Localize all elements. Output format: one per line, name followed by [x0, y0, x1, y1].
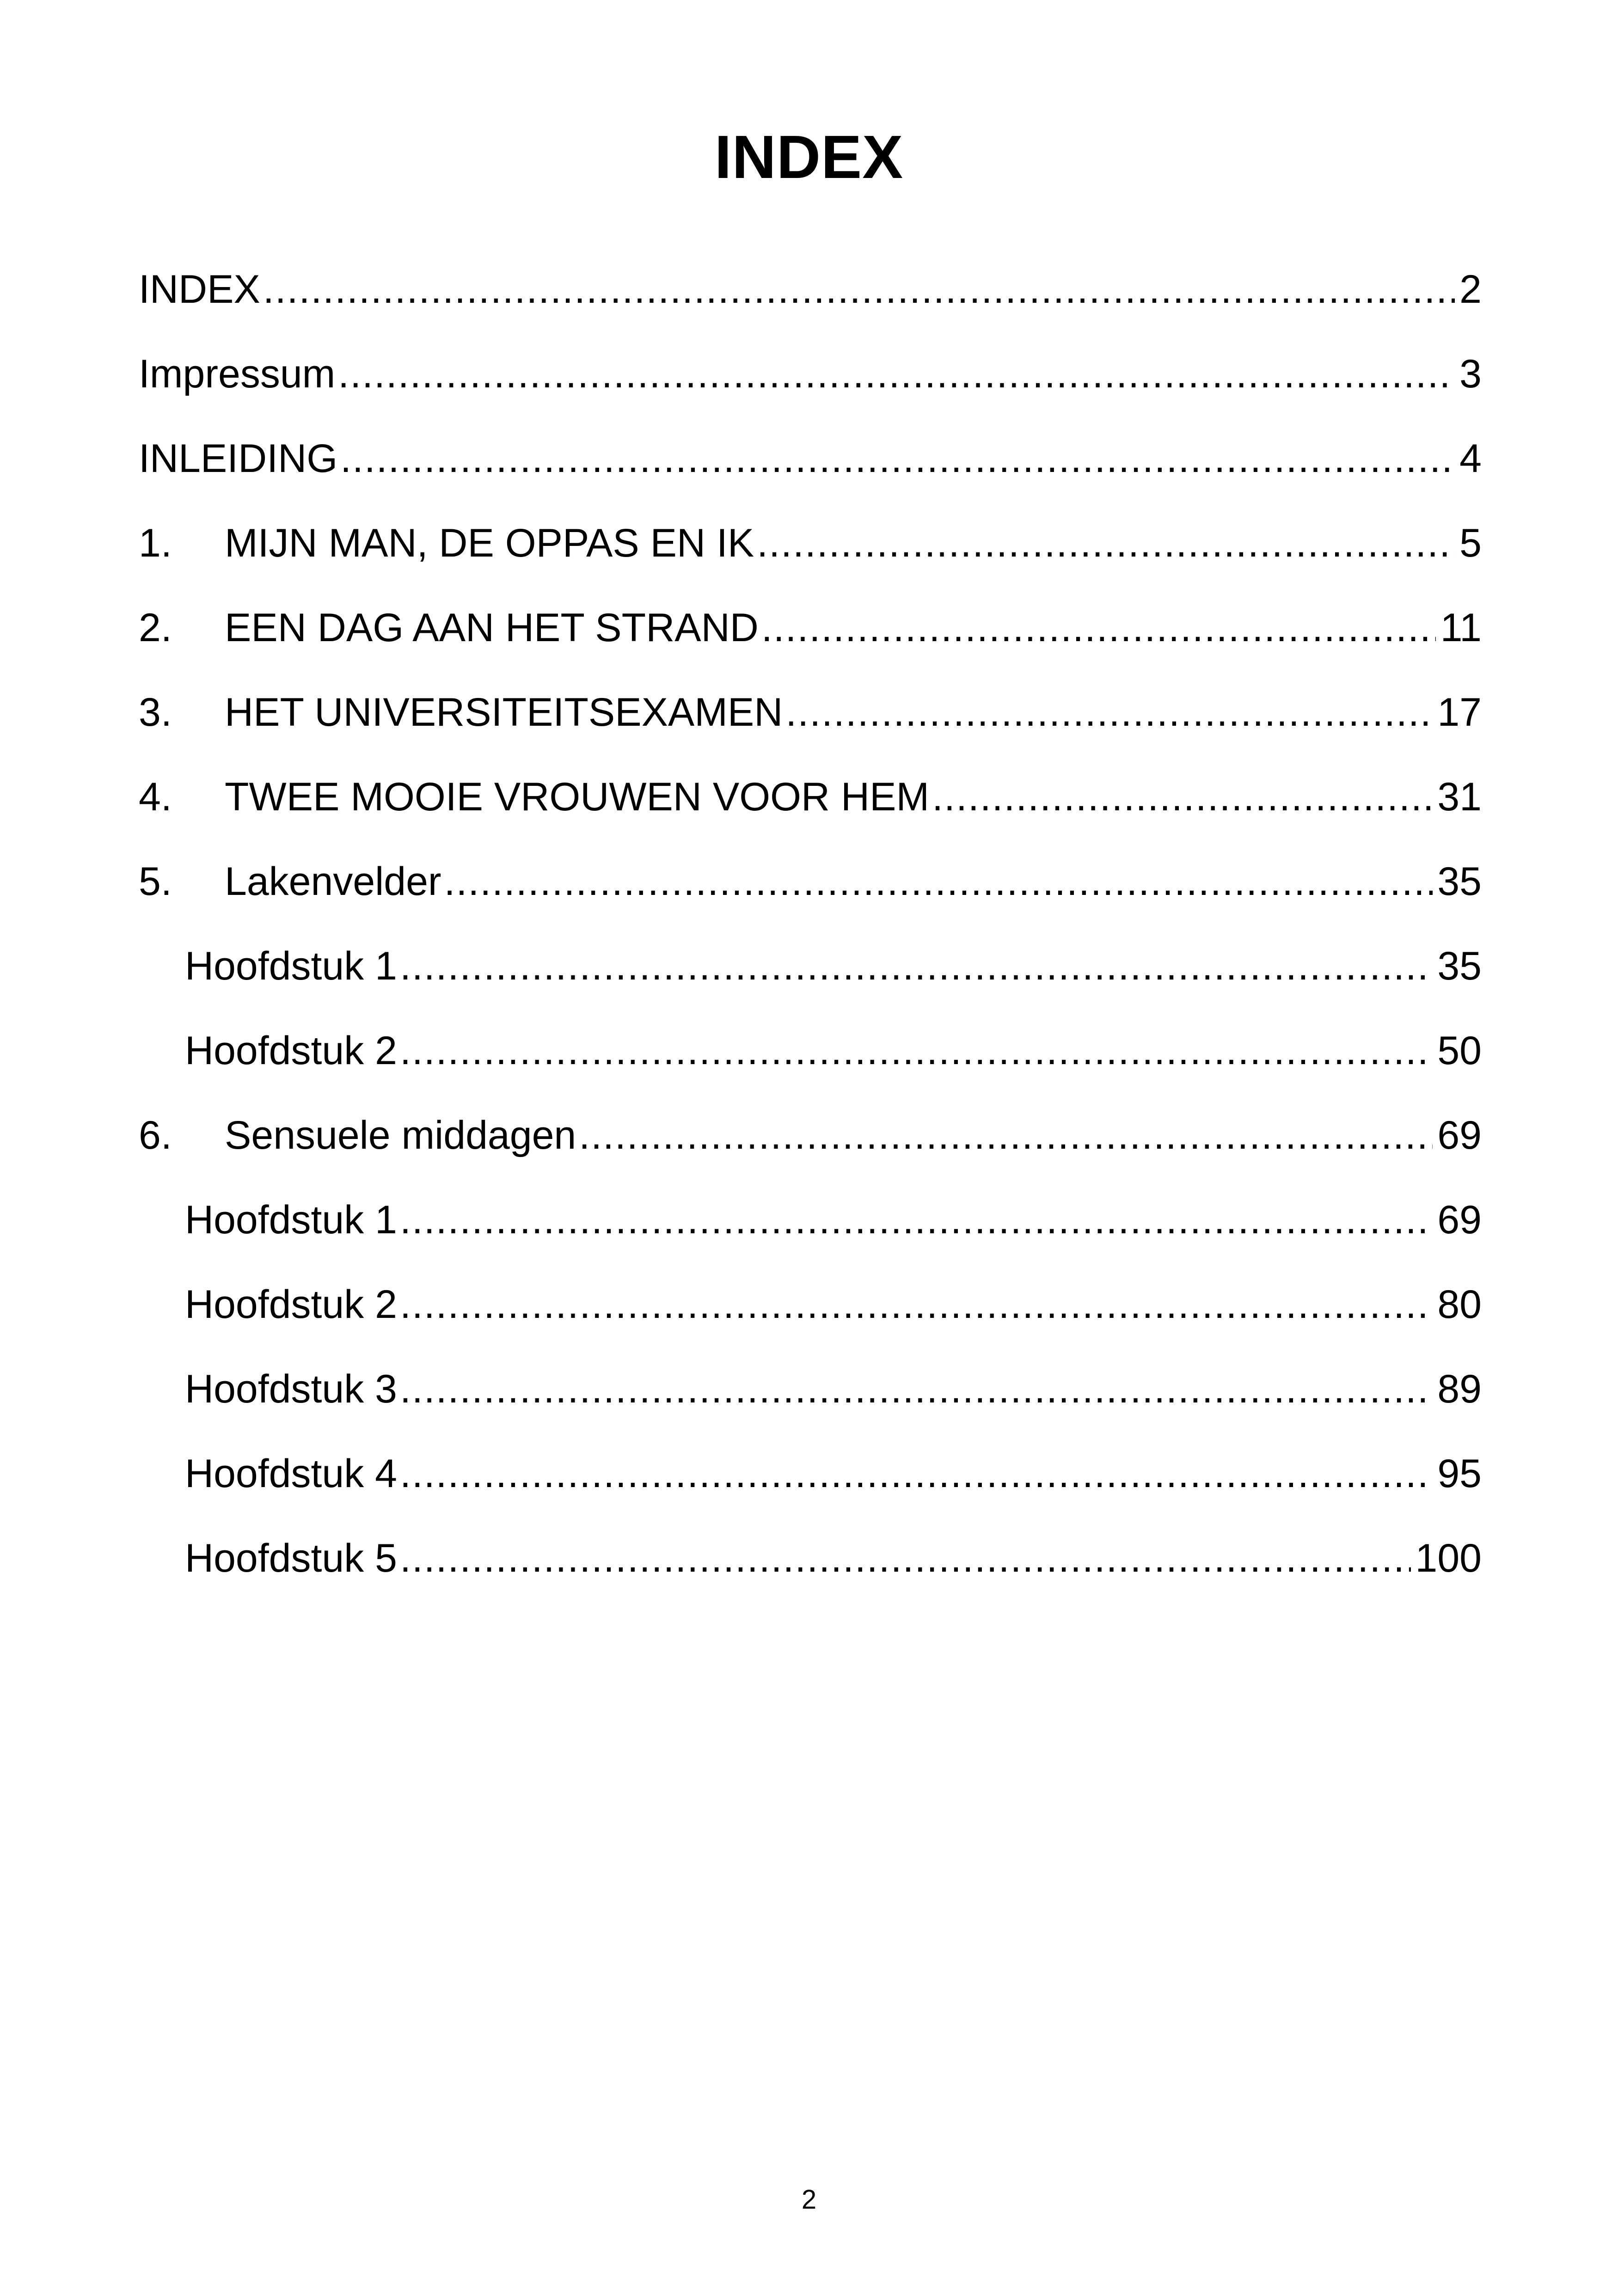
toc-dot-leader — [579, 1113, 1433, 1158]
toc-entry-label: Hoofdstuk 2 — [185, 1028, 400, 1074]
toc-dot-leader — [338, 351, 1455, 397]
toc-entry-number: 5. — [139, 859, 172, 904]
toc-entry-inleiding[interactable] — [139, 416, 1482, 501]
toc-dot-leader — [444, 859, 1433, 905]
toc-subentry[interactable] — [139, 924, 1482, 1009]
toc-entry-number: 2. — [139, 606, 172, 650]
toc-dot-leader — [757, 520, 1455, 566]
toc-dot-leader — [340, 436, 1455, 482]
toc-entry-number: 1. — [139, 521, 172, 565]
toc-subentry[interactable] — [139, 1347, 1482, 1432]
toc-dot-leader — [761, 605, 1436, 651]
toc-entry-page: 4 — [1455, 436, 1482, 482]
toc-entry-label: Hoofdstuk 1 — [185, 943, 400, 989]
toc-entry-label: Impressum — [139, 351, 338, 397]
toc-subentry[interactable] — [139, 1432, 1482, 1516]
toc-subentry[interactable] — [139, 1009, 1482, 1093]
toc-dot-leader — [400, 1282, 1433, 1328]
toc-dot-leader — [400, 1028, 1433, 1074]
toc-entry-label: Hoofdstuk 1 — [185, 1197, 400, 1243]
toc-entry-label: EEN DAG AAN HET STRAND — [225, 605, 761, 651]
toc-entry-chapter-4[interactable] — [139, 755, 1482, 839]
toc-dot-leader — [400, 943, 1433, 989]
toc-entry-page: 2 — [1455, 267, 1482, 312]
toc-entry-index[interactable] — [139, 247, 1482, 332]
toc-entry-impressum[interactable] — [139, 332, 1482, 416]
toc-entry-page: 31 — [1433, 774, 1482, 820]
toc-entry-number: 4. — [139, 775, 172, 819]
toc-entry-label: MIJN MAN, DE OPPAS EN IK — [225, 520, 757, 566]
toc-entry-label: TWEE MOOIE VROUWEN VOOR HEM — [225, 774, 932, 820]
toc-entry-page: 95 — [1433, 1451, 1482, 1497]
toc-dot-leader — [400, 1451, 1433, 1497]
page-title: INDEX — [714, 123, 904, 191]
toc-dot-leader — [400, 1536, 1411, 1581]
toc-entry-label: Hoofdstuk 4 — [185, 1451, 400, 1497]
table-of-contents — [139, 247, 1482, 1601]
toc-entry-label: Sensuele middagen — [225, 1113, 579, 1158]
page-number: 2 — [801, 2185, 817, 2215]
toc-subentry[interactable] — [139, 1178, 1482, 1262]
toc-dot-leader — [785, 690, 1433, 735]
toc-entry-page: 11 — [1436, 605, 1482, 651]
toc-entry-page: 5 — [1455, 520, 1482, 566]
toc-dot-leader — [263, 267, 1455, 312]
toc-entry-label: HET UNIVERSITEITSEXAMEN — [225, 690, 785, 735]
toc-entry-chapter-6[interactable] — [139, 1093, 1482, 1178]
toc-entry-chapter-3[interactable] — [139, 670, 1482, 755]
toc-entry-number: 3. — [139, 690, 172, 735]
toc-entry-label: Hoofdstuk 2 — [185, 1282, 400, 1328]
toc-entry-label: Lakenvelder — [225, 859, 444, 905]
toc-entry-page: 89 — [1433, 1366, 1482, 1412]
toc-entry-label: Hoofdstuk 5 — [185, 1536, 400, 1581]
toc-entry-label: INLEIDING — [139, 436, 340, 482]
toc-entry-page: 3 — [1455, 351, 1482, 397]
toc-dot-leader — [400, 1366, 1433, 1412]
toc-entry-label: Hoofdstuk 3 — [185, 1366, 400, 1412]
toc-entry-page: 50 — [1433, 1028, 1482, 1074]
toc-entry-page: 35 — [1433, 943, 1482, 989]
toc-entry-page: 80 — [1433, 1282, 1482, 1328]
toc-entry-page: 69 — [1433, 1197, 1482, 1243]
toc-entry-number: 6. — [139, 1113, 172, 1157]
toc-entry-chapter-2[interactable] — [139, 586, 1482, 670]
toc-entry-chapter-5[interactable] — [139, 839, 1482, 924]
toc-entry-chapter-1[interactable] — [139, 501, 1482, 586]
toc-entry-page: 35 — [1433, 859, 1482, 905]
toc-subentry[interactable] — [139, 1516, 1482, 1601]
toc-entry-page: 17 — [1433, 690, 1482, 735]
toc-dot-leader — [400, 1197, 1433, 1243]
toc-entry-label: INDEX — [139, 267, 263, 312]
toc-entry-page: 69 — [1433, 1113, 1482, 1158]
toc-entry-page: 100 — [1411, 1536, 1482, 1581]
toc-subentry[interactable] — [139, 1262, 1482, 1347]
toc-dot-leader — [932, 774, 1433, 820]
